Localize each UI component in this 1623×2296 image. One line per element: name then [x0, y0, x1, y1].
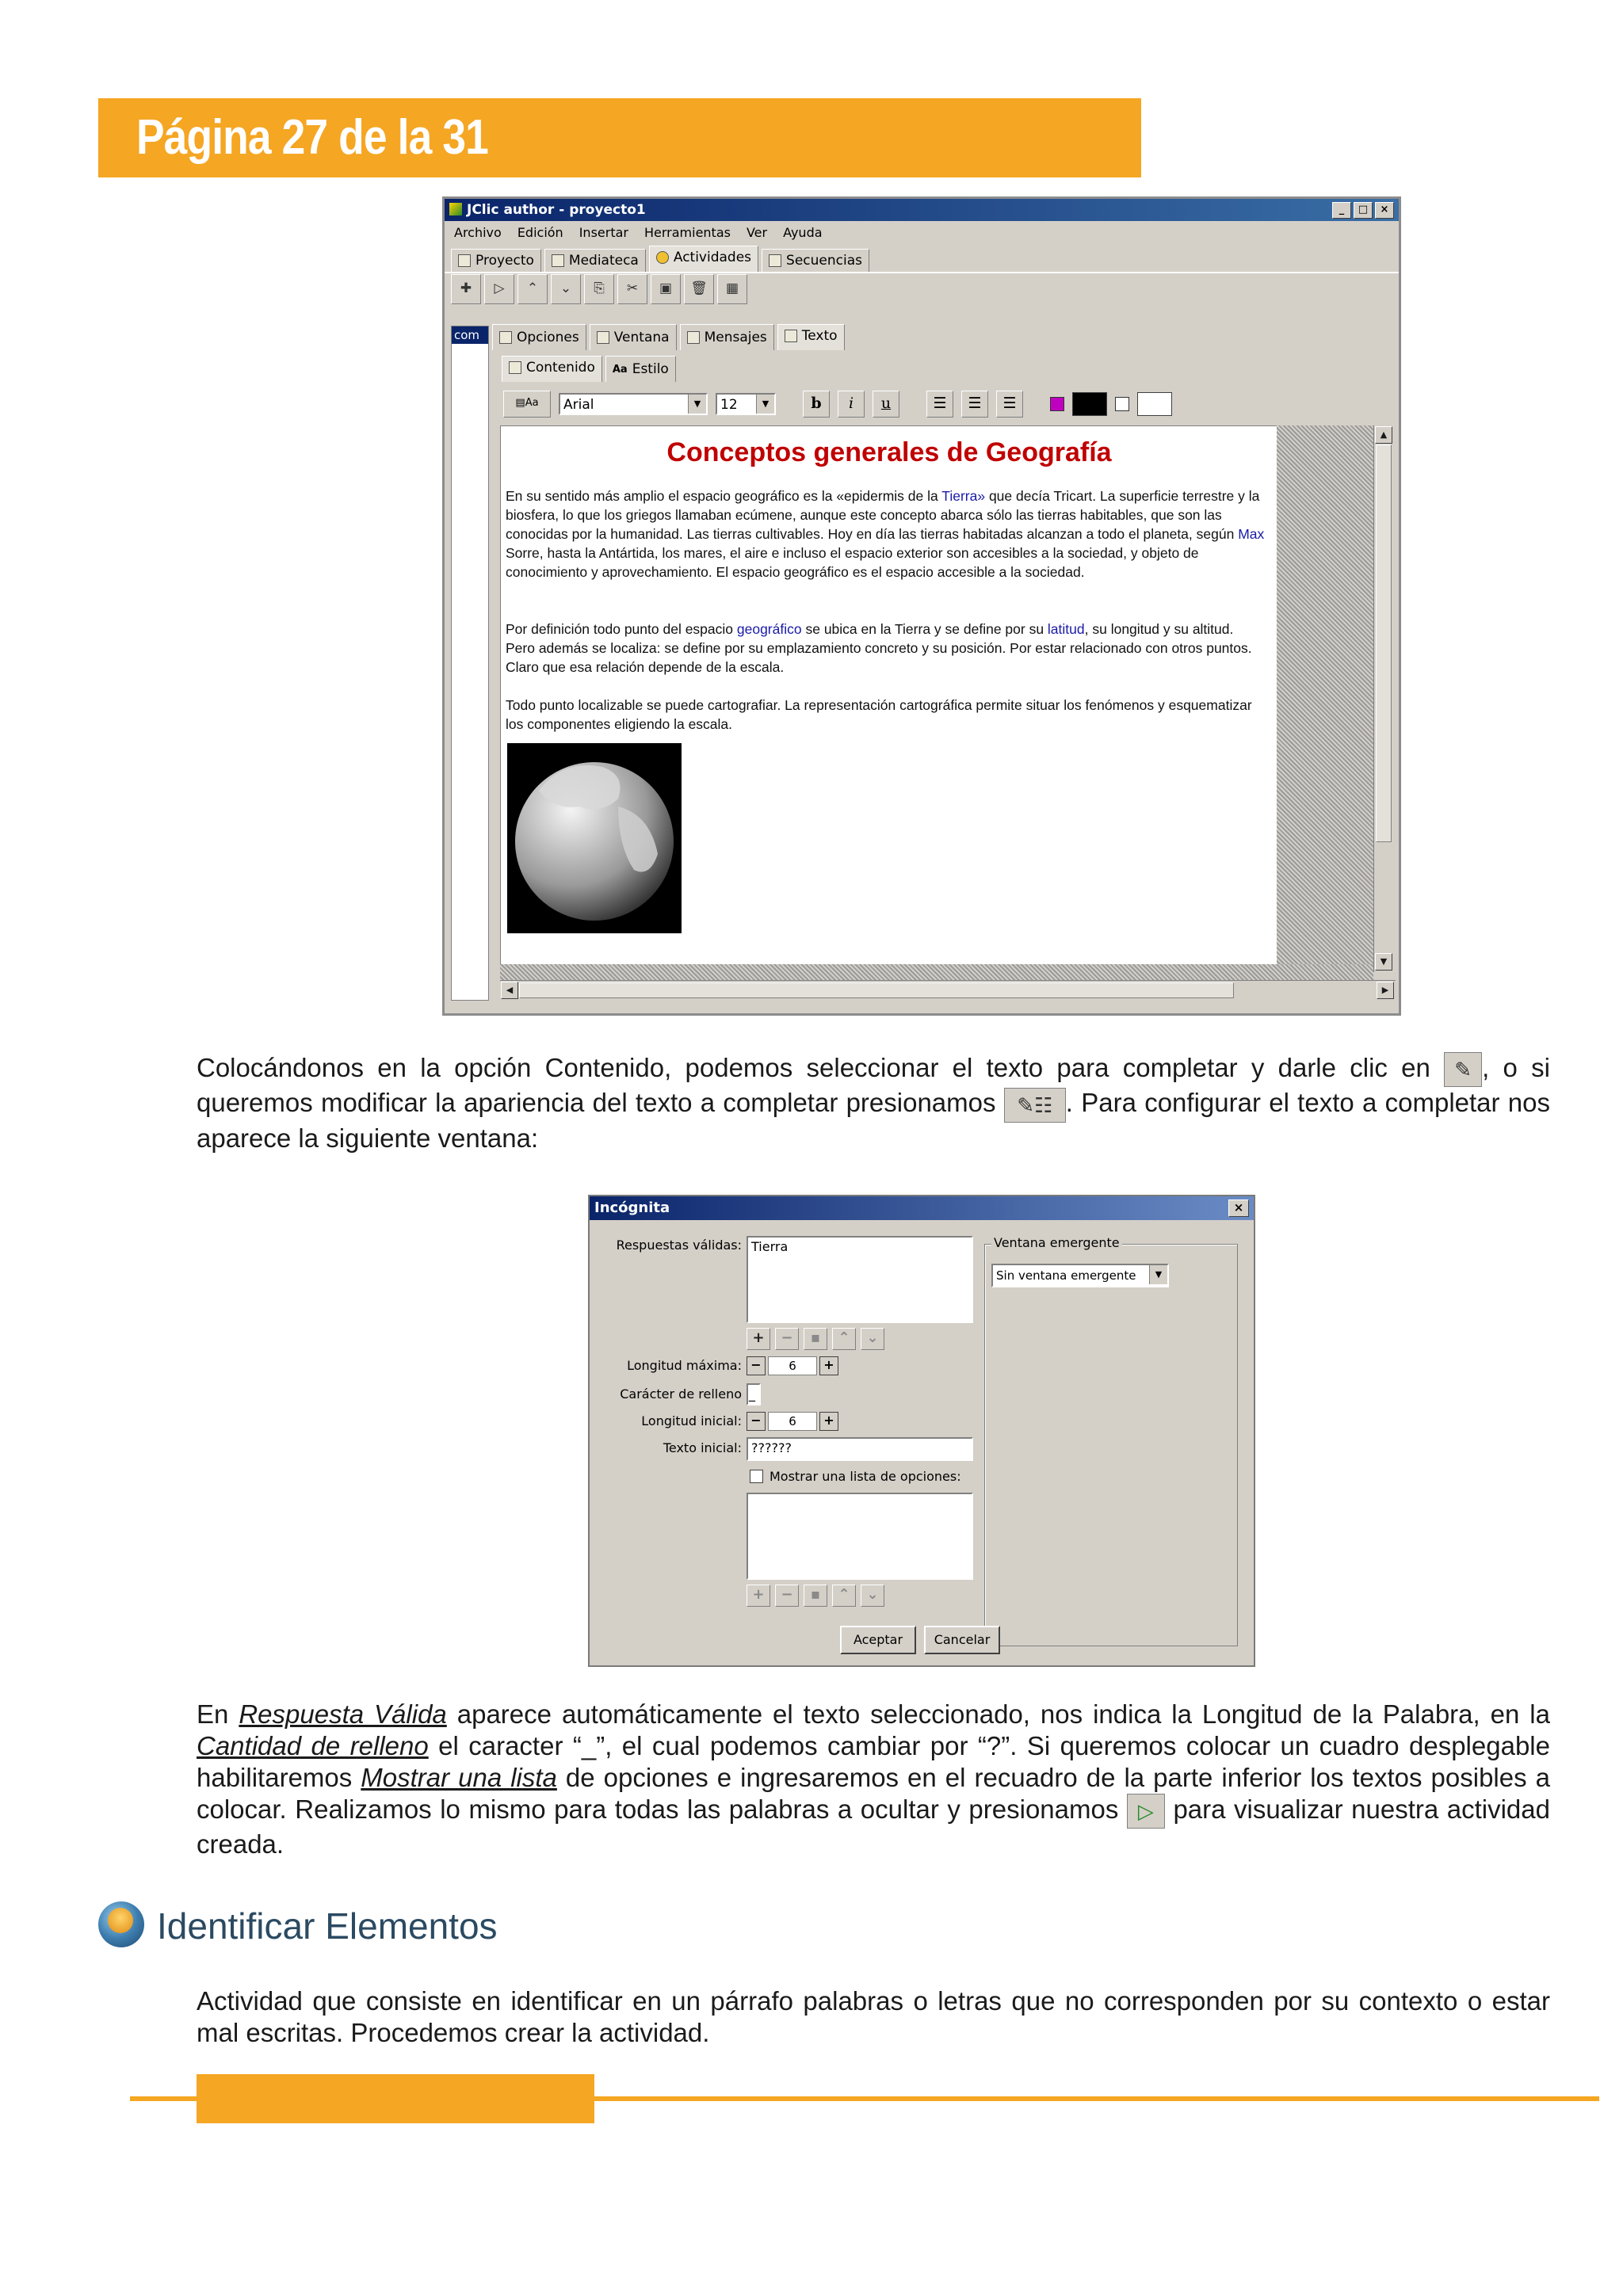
- horizontal-scrollbar[interactable]: [500, 980, 1396, 1000]
- tab-label: Proyecto: [475, 253, 534, 269]
- tab-secuencias[interactable]: [762, 249, 869, 272]
- valid-answers-list[interactable]: [747, 1236, 973, 1323]
- bold-button[interactable]: b: [803, 391, 830, 418]
- text-run: aparece automáticamente el texto seleccionado, nos indica la Longitud de la Palabra, en la: [446, 1699, 1550, 1729]
- move-up-icon[interactable]: ⌃: [832, 1328, 856, 1350]
- tab-ventana[interactable]: [590, 324, 677, 350]
- text-run: Sorre, hasta la Antártida, los mares, el aire e incluso el espacio exterior son accesibles a la sociedad, y objeto de conocimiento y aprovechamiento. El espacio geográfico es el espacio accesible a la sociedad.: [506, 545, 1199, 580]
- edit-icon[interactable]: ▪: [804, 1328, 827, 1350]
- text-run: Por definición todo punto del espacio: [506, 621, 737, 637]
- tab-label: Mediateca: [568, 253, 639, 269]
- remove-icon[interactable]: −: [775, 1328, 799, 1350]
- align-left-icon[interactable]: ☰: [926, 391, 953, 418]
- show-list-label: Mostrar una lista de opciones:: [769, 1469, 961, 1484]
- document-paragraph-3: Todo punto localizable se puede cartografiar. La representación cartográfica permite situar los fenómenos y esquematizar los componentes eligiendo la escala.: [506, 697, 1252, 732]
- chevron-down-icon: ▼: [688, 395, 706, 414]
- options-list[interactable]: [747, 1493, 973, 1580]
- text-run: para visualizar nuestra actividad creada.: [197, 1794, 1550, 1859]
- initial-text-label: Texto inicial:: [663, 1440, 742, 1455]
- font-name-value: Arial: [563, 397, 594, 413]
- menu-edicion[interactable]: Edición: [517, 225, 563, 240]
- tab-label: Estilo: [632, 361, 669, 377]
- tab-label: Opciones: [517, 330, 579, 345]
- incognita-dialog-screenshot: [588, 1195, 1255, 1667]
- scroll-up-icon[interactable]: ▲: [1375, 426, 1392, 444]
- jclic-author-window-screenshot: [442, 196, 1401, 1016]
- text-link[interactable]: Max: [1238, 526, 1265, 542]
- chevron-down-icon: ▼: [1149, 1265, 1167, 1284]
- popup-window-value: Sin ventana emergente: [996, 1268, 1136, 1283]
- text-color-icon: [1050, 397, 1064, 411]
- play-icon[interactable]: ▷: [484, 274, 514, 304]
- tab-label: Ventana: [613, 330, 670, 345]
- align-right-icon[interactable]: ☰: [996, 391, 1023, 418]
- underlined-term: Respuesta Válida: [239, 1699, 447, 1729]
- text-link[interactable]: latitud: [1047, 621, 1085, 637]
- decrement-icon[interactable]: −: [747, 1412, 766, 1431]
- align-center-icon[interactable]: ☰: [961, 391, 988, 418]
- vertical-scrollbar[interactable]: [1373, 425, 1393, 972]
- text-run: En: [197, 1699, 239, 1729]
- menu-ver[interactable]: Ver: [746, 225, 768, 240]
- section-bullet-icon: [98, 1901, 144, 1947]
- text-editor-area[interactable]: [500, 425, 1278, 966]
- paste-icon[interactable]: ▣: [651, 274, 681, 304]
- page-header-band: [98, 98, 1141, 177]
- close-icon[interactable]: ×: [1375, 202, 1394, 219]
- scroll-left-icon[interactable]: ◀: [501, 982, 518, 999]
- move-up-icon[interactable]: ⌃: [832, 1585, 856, 1607]
- scroll-down-icon[interactable]: ▼: [1375, 953, 1392, 971]
- globe-image: [507, 743, 682, 933]
- text-run: , su longitud y su altitud. Pero además se localiza: se define por su emplazamiento concreto y su posición. Por estar relacionado con otros puntos. Claro que esa relación depende de la escala.: [506, 621, 1252, 675]
- document-title: Conceptos generales de Geografía: [666, 437, 1112, 467]
- new-activity-icon[interactable]: ✚: [451, 274, 481, 304]
- editor-margin: [1277, 425, 1373, 964]
- tab-label: Texto: [801, 328, 838, 344]
- tab-label: Actividades: [673, 250, 752, 265]
- media-library-icon: [552, 254, 564, 267]
- scroll-thumb[interactable]: [1376, 444, 1392, 842]
- fill-char-label: Carácter de relleno: [620, 1386, 742, 1402]
- answers-list-buttons: [747, 1328, 884, 1350]
- close-icon[interactable]: ×: [1228, 1199, 1249, 1217]
- tab-label: Mensajes: [704, 330, 767, 345]
- tab-contenido[interactable]: [502, 356, 602, 382]
- remove-icon[interactable]: −: [775, 1585, 799, 1607]
- window-icon: [597, 331, 609, 344]
- initial-length-value[interactable]: 6: [768, 1412, 817, 1431]
- underlined-term: Cantidad de relleno: [197, 1731, 429, 1760]
- paragraph-contenido: [197, 1052, 1550, 1154]
- window-title-bar: [445, 199, 1399, 221]
- text-run: , o si queremos modificar la apariencia del texto a completar presionamos: [197, 1053, 1550, 1118]
- options-icon: [499, 331, 512, 344]
- tab-mensajes[interactable]: [680, 324, 774, 350]
- move-down-icon[interactable]: ⌄: [551, 274, 581, 304]
- text-run: el caracter “_”, el cual podemos cambiar por “?”. Si queremos colocar un cuadro desplegable habilitaremos: [197, 1731, 1550, 1792]
- italic-button[interactable]: i: [838, 391, 865, 418]
- document-paragraph-1: [506, 486, 1266, 582]
- editor-margin: [500, 964, 1373, 980]
- chevron-down-icon: ▼: [756, 395, 774, 414]
- max-length-label: Longitud máxima:: [627, 1358, 742, 1373]
- text-run: de opciones e ingresaremos en el recuadro de la parte inferior los textos posibles a colocar. Realizamos lo mismo para todas las palabras a ocultar y presionamos: [197, 1763, 1550, 1824]
- edit-icon[interactable]: ▪: [804, 1585, 827, 1607]
- tab-label: Secuencias: [786, 253, 862, 269]
- valid-answer-item[interactable]: Tierra: [751, 1239, 789, 1254]
- messages-icon: [687, 331, 700, 344]
- tab-mediateca[interactable]: [544, 249, 646, 272]
- content-sub-tabs: [502, 356, 676, 382]
- copy-icon[interactable]: ⎘: [584, 274, 614, 304]
- max-length-value[interactable]: 6: [768, 1356, 817, 1375]
- format-toolbar: [495, 386, 1396, 422]
- minimize-icon[interactable]: _: [1332, 202, 1351, 219]
- paragraph-respuesta-valida: [197, 1699, 1550, 1860]
- activities-icon: [656, 251, 669, 264]
- max-length-stepper[interactable]: [747, 1356, 838, 1375]
- document-paragraph-2: [506, 620, 1266, 677]
- initial-length-label: Longitud inicial:: [641, 1413, 742, 1428]
- text-run: Colocándonos en la opción Contenido, podemos seleccionar el texto para completar y darle clic en: [197, 1053, 1445, 1082]
- tab-label: Contenido: [526, 360, 595, 376]
- text-icon: [785, 330, 797, 342]
- scroll-thumb[interactable]: [519, 982, 1234, 998]
- font-size-value: 12: [720, 397, 738, 413]
- jclic-app-icon: [449, 203, 462, 215]
- show-list-checkbox[interactable]: [750, 1470, 763, 1483]
- background-color-icon: [1115, 397, 1129, 411]
- style-editor-icon[interactable]: ▤Aa: [503, 391, 551, 418]
- add-icon[interactable]: +: [747, 1585, 770, 1607]
- activity-sub-tabs: [492, 324, 845, 350]
- dialog-title: Incógnita: [594, 1199, 670, 1216]
- project-icon: [458, 254, 471, 267]
- text-color-swatch[interactable]: [1072, 392, 1107, 416]
- page-number-label: Página 27 de la 31: [136, 110, 488, 165]
- text-link[interactable]: Tierra»: [941, 488, 986, 504]
- menu-herramientas[interactable]: Herramientas: [643, 225, 731, 240]
- grid-icon[interactable]: ▦: [717, 274, 747, 304]
- font-size-select[interactable]: [716, 393, 776, 415]
- menu-insertar[interactable]: Insertar: [579, 225, 628, 240]
- section-body-paragraph: Actividad que consiste en identificar en un párrafo palabras o letras que no corresponden por su contexto o estar mal escritas. Procedemos crear la actividad.: [197, 1986, 1550, 2047]
- section-bullet-icon-inner: [108, 1908, 133, 1933]
- add-icon[interactable]: +: [747, 1328, 770, 1350]
- popup-window-select[interactable]: [991, 1264, 1169, 1287]
- background-color-swatch[interactable]: [1137, 392, 1172, 416]
- move-down-icon[interactable]: ⌄: [861, 1585, 884, 1607]
- text-run: En su sentido más amplio el espacio geográfico es la «epidermis de la: [506, 488, 942, 504]
- underline-button[interactable]: u: [873, 391, 899, 418]
- footer-block: [197, 2074, 594, 2123]
- decrement-icon[interactable]: −: [747, 1356, 766, 1375]
- section-heading: Identificar Elementos: [157, 1905, 498, 1947]
- move-down-icon[interactable]: ⌄: [861, 1328, 884, 1350]
- initial-text-input[interactable]: [747, 1437, 973, 1461]
- increment-icon[interactable]: +: [819, 1356, 838, 1375]
- underlined-term: Mostrar una lista: [361, 1763, 557, 1792]
- show-list-option[interactable]: [750, 1469, 961, 1484]
- dialog-title-bar: [590, 1196, 1254, 1220]
- tab-proyecto[interactable]: [451, 249, 541, 272]
- delete-icon[interactable]: 🗑: [684, 274, 714, 304]
- maximize-icon[interactable]: □: [1354, 202, 1373, 219]
- increment-icon[interactable]: +: [819, 1412, 838, 1431]
- initial-length-stepper[interactable]: [747, 1412, 838, 1431]
- tab-opciones[interactable]: [492, 324, 586, 350]
- style-icon: Aa: [612, 363, 628, 376]
- globe-graphic: [507, 743, 682, 933]
- font-name-select[interactable]: [559, 393, 708, 415]
- popup-window-group: [984, 1235, 1238, 1646]
- cut-icon[interactable]: ✂: [617, 274, 647, 304]
- initial-text-value: ??????: [751, 1440, 792, 1455]
- accept-button[interactable]: Aceptar: [840, 1626, 916, 1654]
- tab-estilo[interactable]: [605, 356, 676, 382]
- options-list-buttons: [747, 1585, 884, 1607]
- pencil-icon: ✎: [1444, 1052, 1482, 1087]
- fill-char-input[interactable]: [747, 1383, 761, 1405]
- pencil-list-icon: ✎☷: [1004, 1088, 1066, 1123]
- scroll-right-icon[interactable]: ▶: [1377, 982, 1394, 999]
- text-run: se ubica en la Tierra y se define por su: [801, 621, 1048, 637]
- activity-toolbar: [445, 273, 1399, 305]
- activity-list-item[interactable]: com: [452, 326, 488, 344]
- cancel-button[interactable]: Cancelar: [924, 1626, 1000, 1654]
- text-run: que decía Tricart. La superficie terrestre y la biosfera, lo que los griegos llamaban ecúmene, aunque este concepto abarca sólo las tierras habitables, que son las conocidas por la humanidad. Las tierras cultivables. Hoy en día las tierras habitadas alcanzan a todo el planeta, según: [506, 488, 1260, 542]
- window-title: JClic author - proyecto1: [467, 202, 646, 218]
- main-tabs: [445, 245, 1399, 273]
- move-up-icon[interactable]: ⌃: [517, 274, 548, 304]
- text-link[interactable]: geográfico: [736, 621, 802, 637]
- text-run: . Para configurar el texto a completar nos aparece la siguiente ventana:: [197, 1088, 1550, 1153]
- menu-archivo[interactable]: Archivo: [454, 225, 502, 240]
- popup-group-label: Ventana emergente: [991, 1235, 1122, 1250]
- tab-texto[interactable]: [777, 324, 845, 350]
- sequences-icon: [769, 254, 781, 267]
- menu-ayuda[interactable]: Ayuda: [783, 225, 823, 240]
- document-icon: [509, 361, 521, 374]
- activity-list[interactable]: [451, 326, 489, 1001]
- menu-bar: [445, 221, 1399, 245]
- tab-actividades[interactable]: [649, 246, 758, 272]
- play-icon: ▷: [1127, 1794, 1165, 1829]
- valid-answers-label: Respuestas válidas:: [616, 1238, 742, 1253]
- fill-char-value: _: [749, 1386, 755, 1402]
